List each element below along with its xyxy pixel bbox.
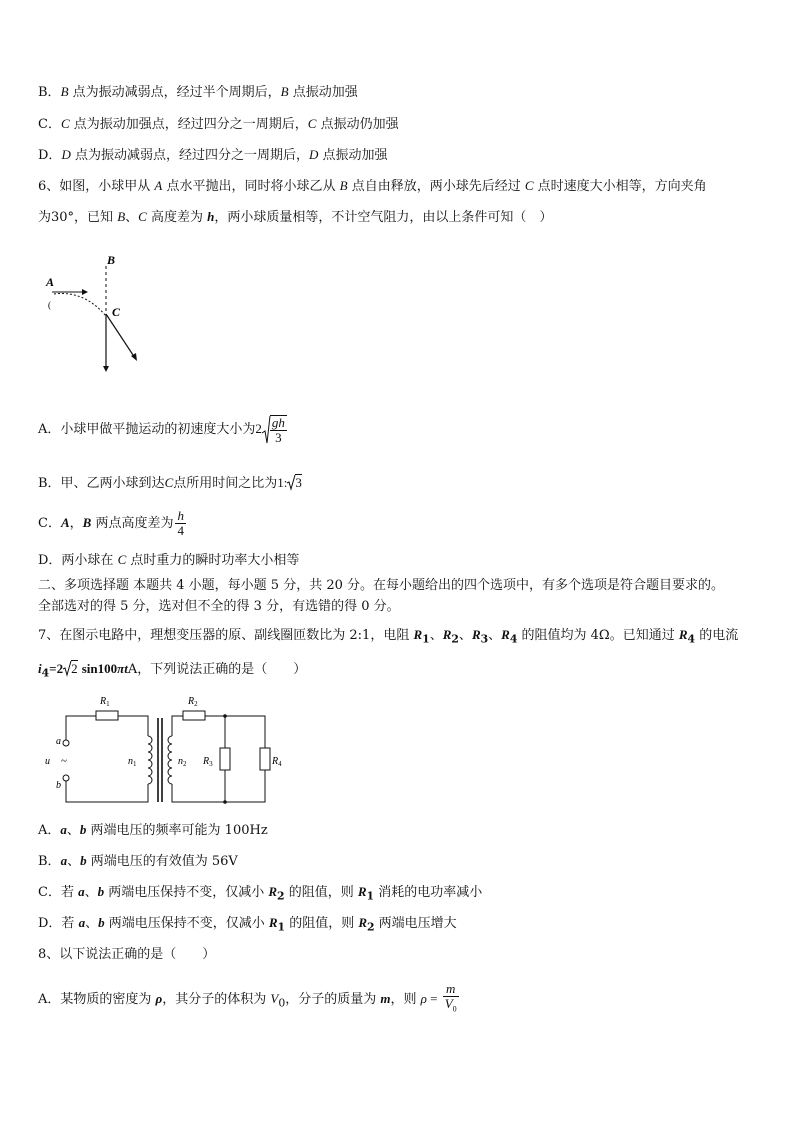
- section2-line1: 二、多项选择题 本题共 4 小题，每小题 5 分，共 20 分。在每小题给出的四个选项中，有多个选项是符合题目要求的。: [38, 578, 725, 593]
- resistor-r2: [183, 711, 205, 720]
- var: R: [442, 627, 452, 642]
- q8-stem: 8、以下说法正确的是（ ）: [38, 947, 216, 962]
- option-label: C．: [38, 117, 61, 132]
- var: B: [60, 84, 69, 99]
- r3-label: $R_3$: [203, 756, 213, 768]
- stem-text: 高度差为: [146, 210, 208, 225]
- resistor-r3: [220, 748, 230, 770]
- var: C: [117, 552, 127, 567]
- sep: 、: [67, 854, 81, 869]
- var: h: [207, 209, 215, 224]
- option-text: 点时重力的瞬时功率大小相等: [126, 553, 300, 568]
- velocity-vector-a: [106, 314, 135, 358]
- label-b: b: [56, 780, 61, 791]
- projectile-figure: [40, 248, 160, 376]
- subscript: 2: [277, 889, 285, 903]
- var: C: [60, 116, 70, 131]
- var: ρ: [420, 991, 427, 1006]
- stem-text: 点时速度大小相等，方向夹角: [533, 179, 707, 194]
- option-label: B．: [38, 854, 61, 869]
- coefficient: 2: [255, 421, 262, 436]
- var: C: [524, 178, 534, 193]
- r1-label: $R_1$: [100, 696, 110, 708]
- var: πt: [117, 661, 128, 676]
- var: C: [138, 209, 147, 224]
- section2-line2: 全部选对的得 5 分，选对但不全的得 3 分，有选错的得 0 分。: [38, 599, 400, 614]
- var: ρ: [155, 991, 163, 1006]
- var: i: [38, 661, 42, 676]
- junction-dot: [223, 714, 227, 718]
- arrowhead: [103, 366, 109, 372]
- sqrt-sign: [63, 660, 71, 676]
- option-text: 点为振动减弱点，经过半个周期后，: [68, 85, 281, 100]
- circuit-diagram: [40, 690, 280, 808]
- ratio: 1:: [277, 475, 288, 490]
- q6-option-c: [38, 506, 188, 540]
- denominator: 4: [177, 523, 184, 538]
- r2-label: $R_2$: [188, 696, 198, 708]
- var: a: [60, 853, 68, 868]
- stem-text: A，下列说法正确的是（ ）: [127, 662, 307, 677]
- option-text: 两端电压的频率可能为 100Hz: [86, 823, 268, 838]
- var: b: [80, 853, 87, 868]
- sin-term: sin100: [81, 661, 118, 676]
- q7-option-c: [38, 884, 482, 905]
- var: a: [78, 915, 86, 930]
- label-a: a: [56, 736, 61, 747]
- var: D: [61, 147, 71, 162]
- point-a-label: A: [46, 275, 55, 289]
- stem-text: 、: [125, 210, 139, 225]
- arrowhead: [82, 289, 88, 295]
- var: V: [270, 991, 279, 1006]
- fraction: [175, 509, 186, 538]
- stem-text: 7、在图示电路中，理想变压器的原、副线圈匝数比为 2:1，电阻: [38, 628, 414, 643]
- var: D: [308, 147, 319, 162]
- option-text: 两端电压保持不变，仅减小: [104, 916, 269, 931]
- var: C: [164, 475, 174, 490]
- subscript: 2: [367, 920, 375, 934]
- q7-option-d: [38, 915, 457, 936]
- option-text: 两端电压的有效值为 56V: [86, 854, 238, 869]
- option-text: B．甲、乙两小球到达: [38, 476, 165, 491]
- option-text: 的阻值，则: [284, 885, 358, 900]
- option-text: 点所用时间之比为: [173, 476, 278, 491]
- stem-text: 6、如图，小球甲从: [38, 179, 155, 194]
- var: R: [268, 884, 278, 899]
- parabolic-trajectory: [54, 293, 106, 316]
- option-text: D．两小球在: [38, 553, 118, 568]
- terminal-b: [63, 775, 69, 781]
- primary-coil: [148, 736, 152, 784]
- option-label: A．: [38, 823, 61, 838]
- option-text: ，其分子的体积为: [162, 992, 271, 1007]
- var: B: [280, 84, 289, 99]
- ac-source-icon: ~: [61, 755, 67, 767]
- secondary-wire-top: [172, 716, 265, 748]
- q6-option-a: [38, 412, 289, 446]
- q5-option-c: [38, 116, 399, 133]
- var: R: [268, 915, 278, 930]
- var: a: [60, 822, 67, 837]
- sep: ，: [69, 516, 83, 531]
- var: a: [78, 884, 85, 899]
- label-u: u: [45, 756, 50, 767]
- subscript: 1: [366, 889, 375, 903]
- sqrt-sign: [262, 415, 270, 445]
- option-label: D．若: [38, 916, 79, 931]
- var: A: [60, 515, 70, 530]
- var: R: [413, 627, 423, 642]
- var: C: [307, 116, 317, 131]
- point-c-label: C: [112, 305, 121, 319]
- radicand: 3: [295, 475, 302, 490]
- terminal-a: [63, 740, 69, 746]
- q7-stem-line2: [38, 660, 306, 682]
- q5-option-b: [38, 84, 358, 101]
- stem-text: 的电流: [695, 628, 739, 643]
- var: A: [154, 178, 163, 193]
- radicand-fraction: [270, 415, 287, 445]
- var: B: [117, 209, 126, 224]
- option-text: ，分子的质量为: [285, 992, 381, 1007]
- var: R: [357, 884, 367, 899]
- primary-wire-bottom: [66, 784, 148, 802]
- stem-text: 点自由释放，两小球先后经过: [347, 179, 525, 194]
- var: m: [380, 991, 391, 1006]
- r4-label: $R_4$: [272, 756, 282, 768]
- equals: =: [426, 991, 441, 1006]
- sep: 、: [488, 628, 502, 643]
- var: R: [358, 915, 367, 930]
- option-text: 点为振动减弱点，经过四分之一周期后，: [70, 148, 309, 163]
- option-text: 点振动仍加强: [316, 117, 399, 132]
- q6-option-b: [38, 474, 302, 492]
- var: B: [82, 515, 92, 530]
- sep: 、: [429, 628, 443, 643]
- var: R: [501, 627, 510, 642]
- option-text: 的阻值，则: [285, 916, 359, 931]
- option-text: 消耗的电功率减小: [374, 885, 483, 900]
- equation: =2: [49, 661, 64, 676]
- q7-option-b: [38, 853, 238, 870]
- point-b-label: B: [107, 253, 116, 267]
- q6-stem-line1: [38, 178, 707, 195]
- option-text: 点为振动加强点，经过四分之一周期后，: [69, 117, 308, 132]
- stem-text: 为30°，已知: [38, 210, 118, 225]
- option-label: C．若: [38, 885, 79, 900]
- subscript: 0: [278, 996, 286, 1010]
- subscript: 4: [509, 632, 518, 646]
- var: b: [97, 884, 105, 899]
- q6-stem-line2: [38, 209, 552, 226]
- stem-text: 点水平抛出，同时将小球乙从: [162, 179, 340, 194]
- sep: 、: [458, 628, 472, 643]
- stem-text: 的阻值均为 4Ω。已知通过: [517, 628, 679, 643]
- denominator: $V_0$: [444, 996, 457, 1014]
- option-label: D．: [38, 148, 62, 163]
- radicand: 2: [71, 661, 78, 676]
- option-text: 点振动加强: [318, 148, 388, 163]
- numerator: h: [177, 508, 184, 523]
- fraction: [443, 982, 459, 1017]
- option-text: 点振动加强: [288, 85, 358, 100]
- q7-option-a: [38, 822, 268, 839]
- small-mark: (: [48, 300, 51, 310]
- option-text: 两端电压保持不变，仅减小: [104, 885, 269, 900]
- option-text: 两端电压增大: [374, 916, 457, 931]
- subscript: 4: [41, 666, 50, 680]
- numerator: gh: [271, 414, 285, 430]
- option-text: 两点高度差为: [91, 516, 174, 531]
- n2-label: $n_2$: [178, 756, 187, 768]
- denominator: 3: [275, 429, 282, 445]
- q7-stem-line1: [38, 627, 738, 648]
- var: B: [339, 178, 348, 193]
- n1-label: $n_1$: [128, 756, 137, 768]
- secondary-wire-bottom: [172, 770, 265, 802]
- var: b: [79, 822, 87, 837]
- q5-option-d: [38, 147, 388, 164]
- var: b: [98, 915, 105, 930]
- subscript: 2: [451, 632, 459, 646]
- option-text: ，则: [390, 992, 421, 1007]
- resistor-r4: [260, 748, 270, 770]
- subscript: 1: [277, 920, 286, 934]
- secondary-coil: [168, 736, 172, 784]
- q8-option-a: [38, 982, 461, 1016]
- numerator: m: [443, 982, 459, 997]
- subscript: 3: [480, 632, 489, 646]
- junction-dot: [223, 800, 227, 804]
- var: R: [471, 627, 481, 642]
- stem-text: ，两小球质量相等，不计空气阻力，由以上条件可知（ ）: [214, 210, 553, 225]
- resistor-r1: [96, 711, 118, 720]
- sep: 、: [84, 885, 98, 900]
- var: R: [678, 627, 688, 642]
- option-label: C．: [38, 516, 61, 531]
- option-label: B．: [38, 85, 61, 100]
- sep: 、: [66, 823, 80, 838]
- option-text: A．小球甲做平抛运动的初速度大小为: [38, 422, 256, 437]
- subscript: 4: [687, 632, 696, 646]
- subscript: 1: [422, 632, 430, 646]
- option-text: A．某物质的密度为: [38, 992, 156, 1007]
- q6-option-d: [38, 552, 299, 569]
- sep: 、: [85, 916, 99, 931]
